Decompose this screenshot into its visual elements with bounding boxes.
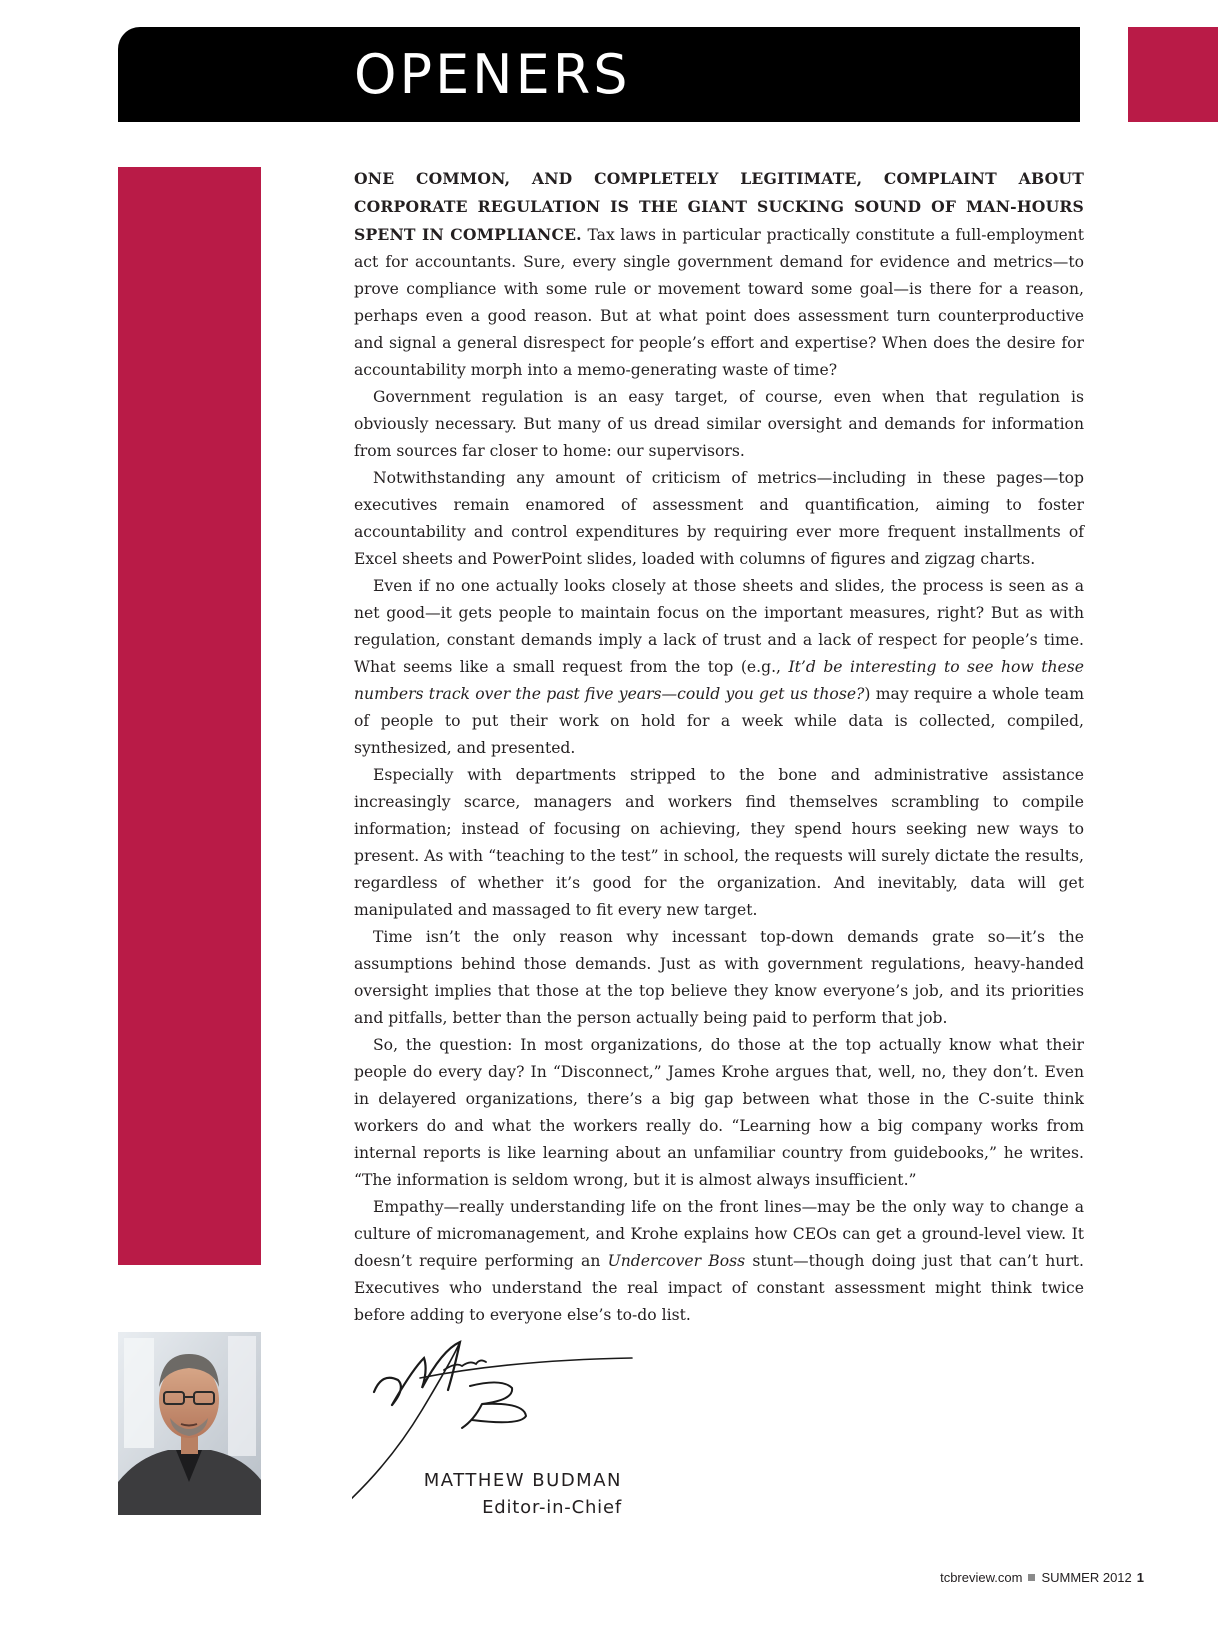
article-paragraph-8 (354, 1194, 1084, 1329)
footer-separator-icon (1028, 1574, 1035, 1581)
editorial-article (354, 165, 1084, 1329)
editor-photo (118, 1332, 261, 1515)
corner-accent-block (1128, 27, 1218, 122)
article-paragraph-3: Notwithstanding any amount of criticism of metrics—including in these pages—top executives remain enamored of assessment and quantification, aiming to foster accountability and control expenditures by requiring ever more frequent installments of Excel sheets and PowerPoint slides, loaded with columns of figures and zigzag charts. (354, 469, 1084, 568)
footer-site-link[interactable]: tcbreview.com (940, 1570, 1023, 1585)
show-title: Undercover Boss (607, 1252, 746, 1270)
article-paragraph-5: Especially with departments stripped to the bone and administrative assistance increasingly scarce, managers and workers find themselves scrambling to compile information; instead of focusing on achieving, they spend hours seeking new ways to present. As with “teaching to the test” in school, the requests will surely dictate the results, regardless of whether it’s good for the organization. And inevitably, data will get manipulated and massaged to fit every new target. (354, 766, 1084, 919)
side-accent-bar (118, 167, 261, 1265)
quoted-request: It’d be interesting to see how these numbers track over the past five years—could you get us those? (354, 658, 1084, 703)
article-paragraph-4 (354, 573, 1084, 762)
page-footer (790, 1570, 1144, 1585)
paragraph-text: Even if no one actually looks closely at those sheets and slides, the process is seen as a net good—it gets people to maintain focus on the important measures, right? But as with regulation, constant demands imply a lack of trust and a lack of respect for people’s time. What seems like a small request from the top (e.g., (354, 577, 1084, 676)
paragraph-text: Empathy—really understanding life on the front lines—may be the only way to change a culture of micromanagement, and Krohe explains how CEOs can get a ground-level view. It doesn’t require performing an (354, 1198, 1084, 1270)
article-paragraph-1 (354, 165, 1084, 384)
section-title: OPENERS (354, 43, 631, 106)
article-paragraph-7: So, the question: In most organizations, do those at the top actually know what their people do every day? In “Disconnect,” James Krohe argues that, well, no, they don’t. Even in delayered organizations, there’s a big gap between what those in the C-suite think workers do and what the workers really do. “Learning how a big company works from internal reports is like learning about an unfamiliar country from guidebooks,” he writes. “The information is seldom wrong, but it is almost always insufficient.” (354, 1036, 1084, 1189)
article-paragraph-2: Government regulation is an easy target, of course, even when that regulation is obviously necessary. But many of us dread similar oversight and demands for information from sources far closer to home: our supervisors. (354, 388, 1084, 460)
paragraph-text: Tax laws in particular practically constitute a full-employment act for accountants. Sure, every single government demand for evidence and metrics—to prove compliance with some rule or movement toward some goal—is there for a reason, perhaps even a good reason. But at what point does assessment turn counterproductive and signal a general disrespect for people’s effort and expertise? When does the desire for accountability morph into a memo-generating waste of time? (354, 226, 1084, 379)
paragraph-text: ) may require a whole team of people to put their work on hold for a week while data is collected, compiled, synthesized, and presented. (354, 685, 1084, 757)
editor-title: Editor-in-Chief (482, 1497, 622, 1518)
editor-name: MATTHEW BUDMAN (423, 1470, 622, 1491)
paragraph-text: stunt—though doing just that can’t hurt. Executives who understand the real impact of constant assessment might think twice before adding to everyone else’s to-do list. (354, 1252, 1084, 1324)
page-number: 1 (1136, 1570, 1144, 1585)
article-paragraph-6: Time isn’t the only reason why incessant top-down demands grate so—it’s the assumptions behind those demands. Just as with government regulations, heavy-handed oversight implies that those at the top believe they know everyone’s job, and its priorities and pitfalls, better than the person actually being paid to perform that job. (354, 928, 1084, 1027)
footer-issue: SUMMER 2012 (1041, 1570, 1132, 1585)
article-lead: ONE COMMON, AND COMPLETELY LEGITIMATE, COMPLAINT ABOUT CORPORATE REGULATION IS THE GIANT SUCKING SOUND OF MAN-HOURS SPENT IN COMPLIANCE. (354, 169, 1084, 244)
